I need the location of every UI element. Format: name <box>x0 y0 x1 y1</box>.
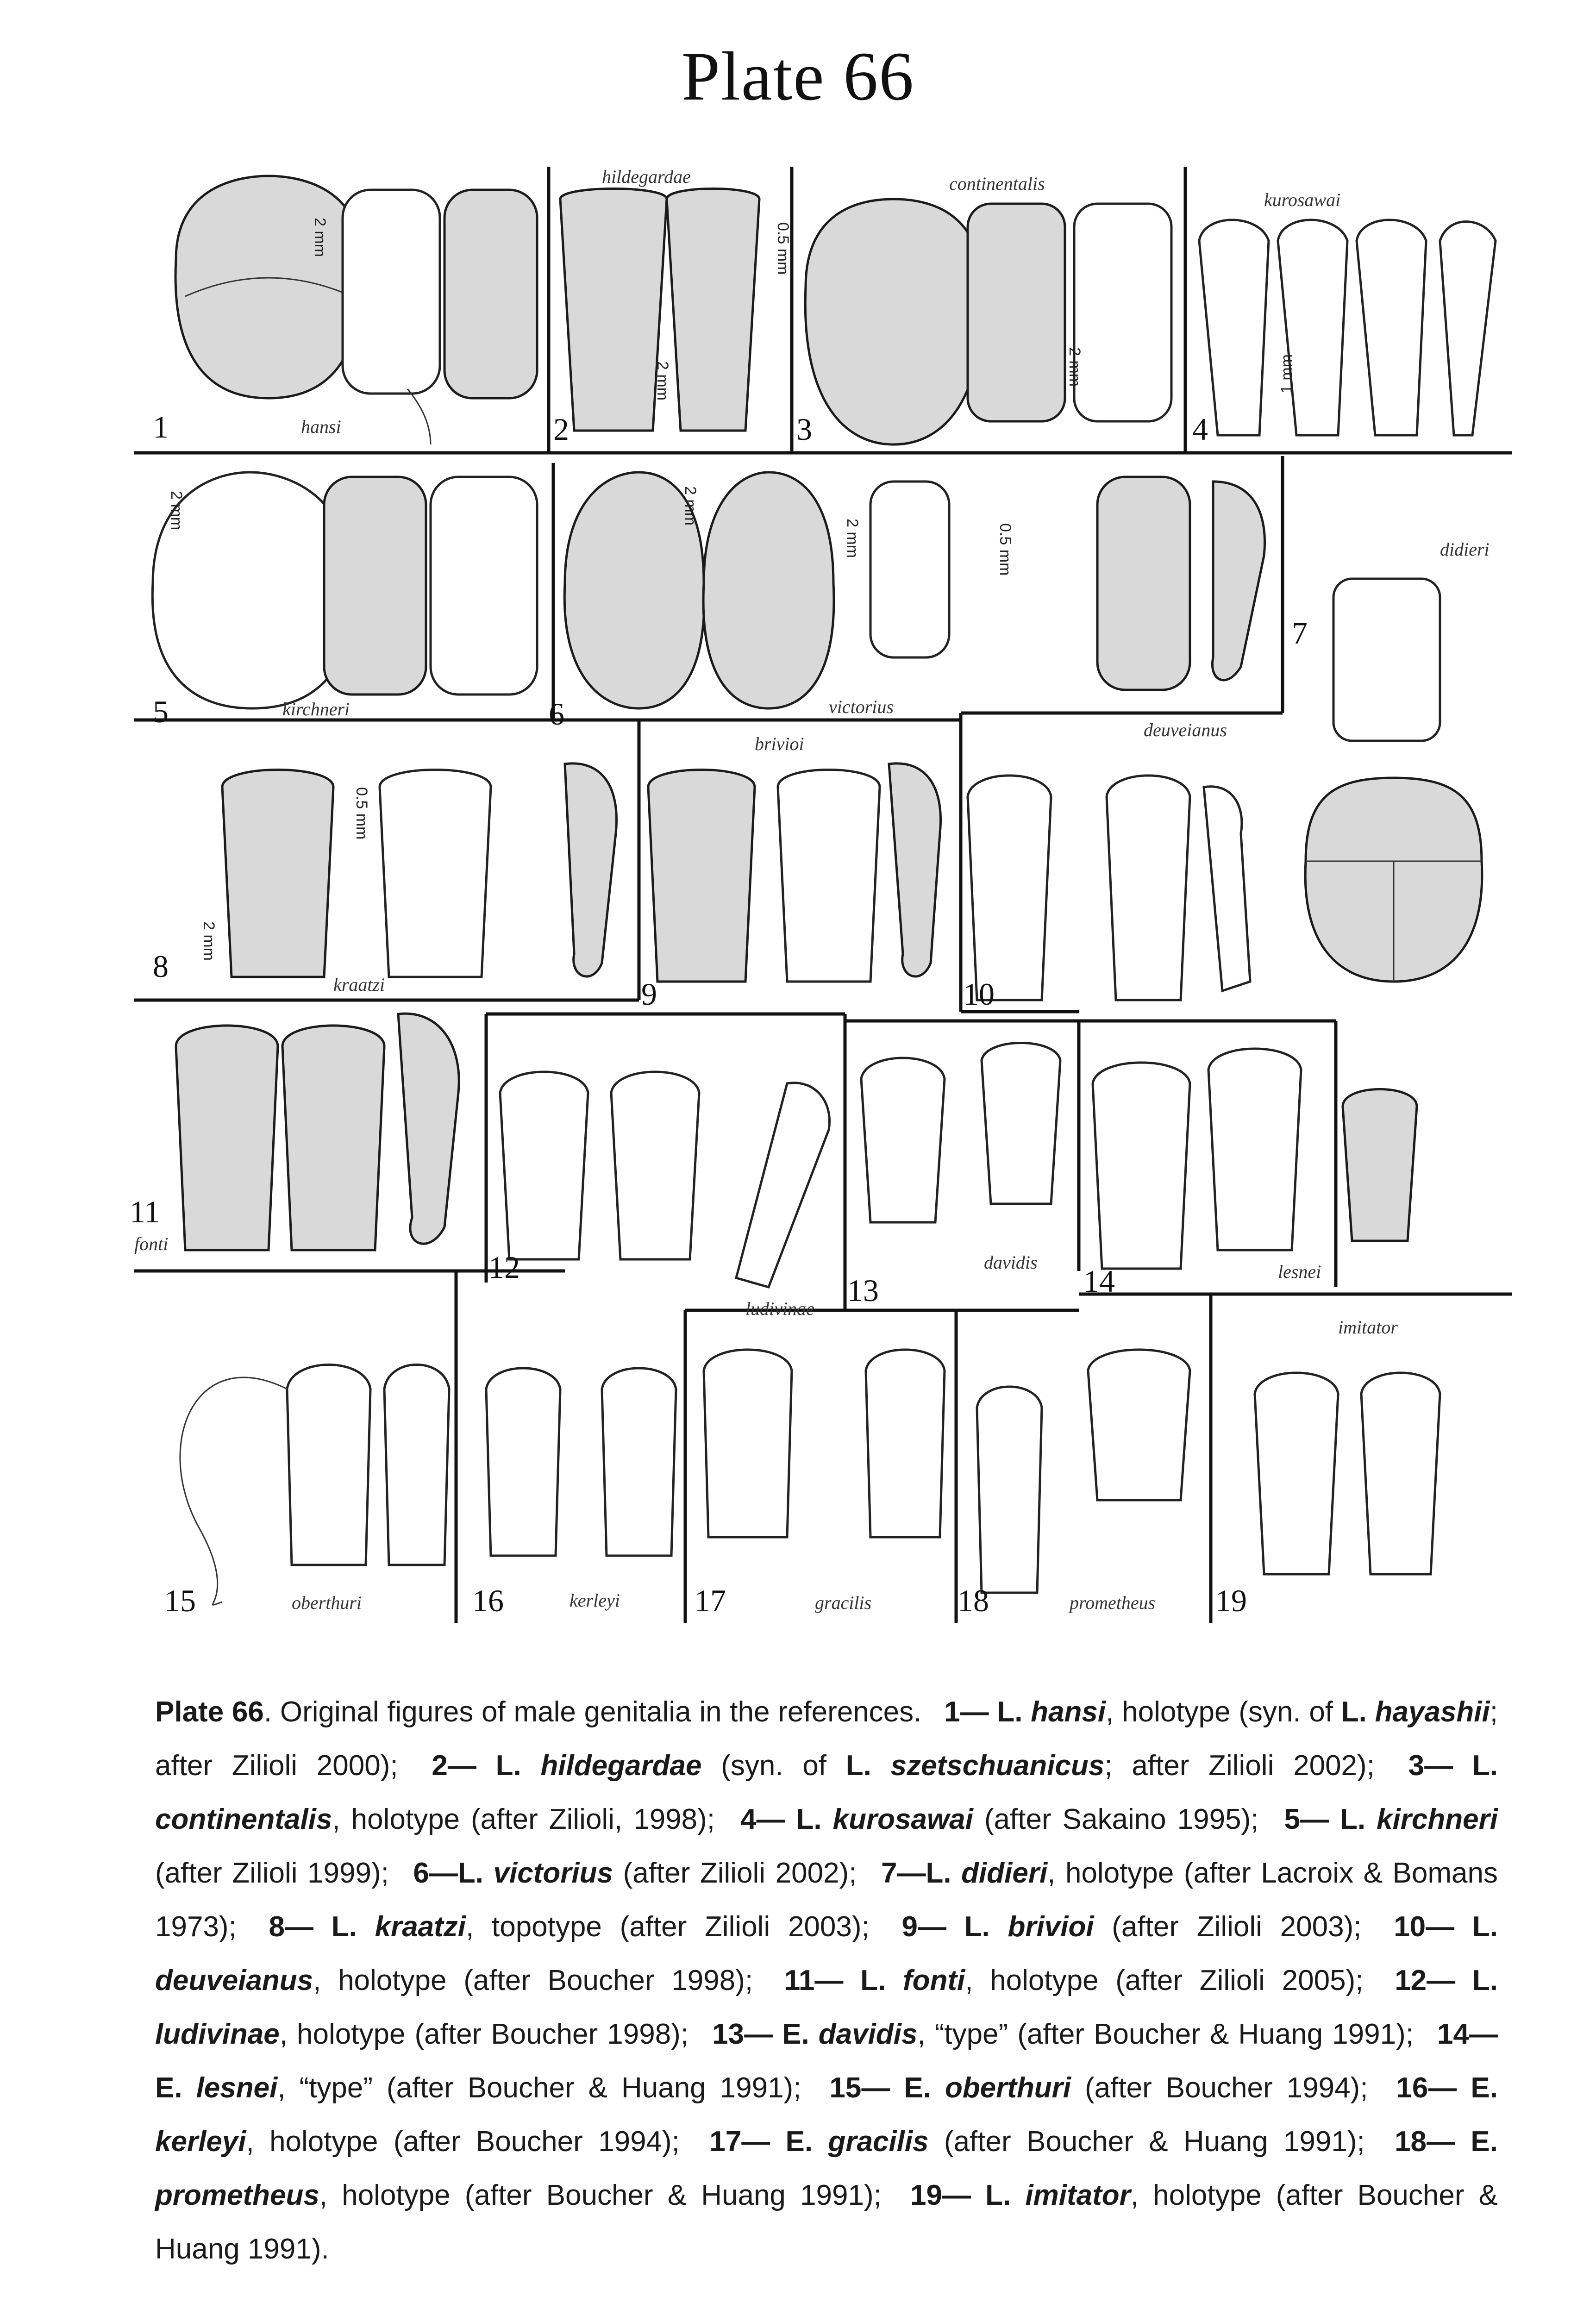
species-label: victorius <box>829 696 894 717</box>
caption-entry <box>698 2018 1423 2050</box>
figure-18 <box>958 1350 1190 1618</box>
species-label: ludivinae <box>745 1298 814 1319</box>
species-label: continentalis <box>949 173 1045 194</box>
species-label: kirchneri <box>282 699 350 720</box>
figure-10 <box>963 720 1250 1012</box>
figure-16 <box>472 1368 676 1618</box>
figure-number: 14 <box>1083 1264 1115 1299</box>
caption-species: didieri <box>961 1857 1048 1889</box>
caption-entry-text: (after Boucher & Huang 1991); <box>928 2126 1381 2158</box>
species-label: hansi <box>301 416 341 437</box>
caption-entry-number: 15— <box>815 2072 904 2104</box>
caption-species: hayashii <box>1375 1696 1490 1728</box>
caption-genus: L. <box>331 1911 375 1943</box>
caption-entry-number: 3— <box>1394 1750 1472 1782</box>
scale-label: 2 mm <box>844 519 861 558</box>
scale-label: 0.5 mm <box>774 222 792 275</box>
caption-entry-number: 13— <box>698 2018 782 2050</box>
caption-entry <box>399 1857 867 1889</box>
caption-genus: L. <box>964 1911 1008 1943</box>
species-label: hildegardae <box>602 166 691 187</box>
caption-entry <box>887 1911 1379 1943</box>
caption-entry-text: , holotype (after Boucher 1998); <box>279 2018 698 2050</box>
caption-entry-text: (after Zilioli 2003); <box>1094 1911 1380 1943</box>
scale-label: 1 mm <box>1278 354 1296 394</box>
species-label: gracilis <box>815 1592 872 1613</box>
caption-entry <box>815 2072 1382 2104</box>
caption-species: prometheus <box>155 2179 319 2211</box>
caption-entry-number: 14— <box>1423 2018 1498 2050</box>
caption-genus: L. <box>796 1803 833 1835</box>
caption-genus: E. <box>155 2072 196 2104</box>
figure-number: 7 <box>1292 615 1308 651</box>
species-label: davidis <box>984 1252 1038 1273</box>
figure-8 <box>153 763 617 995</box>
caption-genus: E. <box>782 2018 819 2050</box>
caption-species: ludivinae <box>155 2018 280 2050</box>
caption-entry-number: 17— <box>695 2126 786 2158</box>
caption-entry-text: (after Boucher 1994); <box>1071 2072 1382 2104</box>
caption-entry-text: , holotype (after Zilioli 2005); <box>965 1965 1381 1996</box>
scale-label: 2 mm <box>654 361 671 400</box>
figure-12 <box>488 1072 830 1319</box>
caption-species: deuveianus <box>155 1965 313 1996</box>
caption-entry-text: , “type” (after Boucher & Huang 1991); <box>917 2018 1423 2050</box>
figure-14 <box>1083 1049 1417 1299</box>
caption-entry-number: 6— <box>399 1857 458 1889</box>
caption-genus: L. <box>457 1857 494 1889</box>
caption-entry-number: 10— <box>1379 1911 1472 1943</box>
caption-genus: L. <box>1339 1803 1377 1835</box>
scale-label: 2 mm <box>200 921 218 961</box>
caption-entries <box>155 1696 1498 2265</box>
species-label: kerleyi <box>570 1590 620 1611</box>
caption-species: kurosawai <box>832 1803 973 1835</box>
figure-number: 19 <box>1215 1583 1247 1618</box>
caption-genus: E. <box>1471 2072 1498 2104</box>
figure-number: 11 <box>130 1194 160 1229</box>
species-label: oberthuri <box>292 1592 362 1613</box>
caption-species: continentalis <box>155 1803 332 1835</box>
figure-1 <box>153 176 537 444</box>
figure-number: 12 <box>488 1250 520 1285</box>
caption-genus: L. <box>985 2179 1026 2211</box>
caption-species: lesnei <box>196 2072 278 2104</box>
species-label: lesnei <box>1278 1261 1321 1282</box>
caption-lead: Plate 66 <box>155 1696 264 1728</box>
figure-11 <box>130 1014 459 1254</box>
species-label: brivioi <box>755 733 804 754</box>
caption-entry-number: 1— <box>930 1696 997 1728</box>
scale-label: 2 mm <box>682 486 699 526</box>
caption-species: fonti <box>902 1965 965 1996</box>
caption-species: oberthuri <box>945 2072 1071 2104</box>
figure-number: 4 <box>1192 412 1208 447</box>
caption-entry-text: (after Zilioli 1999); <box>155 1857 399 1889</box>
caption-entry <box>255 1911 888 1943</box>
caption-species: hansi <box>1031 1696 1106 1728</box>
caption-species: imitator <box>1025 2179 1131 2211</box>
caption-entry-text: , holotype (syn. of <box>1106 1696 1341 1728</box>
caption-genus: L. <box>495 1750 541 1782</box>
figure-9 <box>641 733 941 1012</box>
caption-genus: E. <box>904 2072 945 2104</box>
figure-number: 17 <box>695 1583 726 1618</box>
figure-number: 1 <box>153 409 169 444</box>
caption-entry-number: 7— <box>866 1857 926 1889</box>
figure-5 <box>152 472 537 729</box>
caption-entry-text: , “type” (after Boucher & Huang 1991); <box>277 2072 815 2104</box>
figure-7 <box>1292 539 1490 982</box>
caption-entry <box>770 1965 1380 1996</box>
figure-number: 8 <box>153 949 169 984</box>
caption-entry <box>846 1750 1394 1782</box>
caption-species: hildegardae <box>540 1750 702 1782</box>
species-label: kraatzi <box>333 974 385 995</box>
caption-genus: L. <box>1472 1965 1498 1996</box>
caption-species: kirchneri <box>1377 1803 1498 1835</box>
figure-4 <box>1192 189 1496 447</box>
caption-entry-number: 19— <box>896 2179 986 2211</box>
figure-17 <box>695 1350 945 1618</box>
figure-number: 15 <box>164 1583 196 1618</box>
caption-entry-text: , holotype (after Boucher 1998); <box>313 1965 770 1996</box>
caption-species: davidis <box>818 2018 918 2050</box>
figure-3 <box>796 173 1171 447</box>
caption-entry-number: 5— <box>1270 1803 1340 1835</box>
scale-label: 0.5 mm <box>996 523 1014 576</box>
caption-entry <box>695 2126 1380 2158</box>
figure-6 <box>549 472 1265 732</box>
caption-entry-number: 11— <box>770 1965 861 1996</box>
caption-entry-text: ; after Zilioli 2002); <box>1104 1750 1394 1782</box>
figure-number: 9 <box>641 976 657 1012</box>
caption-genus: E. <box>1471 2126 1498 2158</box>
caption-entry-number: 2— <box>417 1750 496 1782</box>
caption-entry-text: , holotype (after Zilioli, 1998); <box>332 1803 726 1835</box>
scale-label: 2 mm <box>1066 347 1083 387</box>
caption-entry-number: 18— <box>1380 2126 1471 2158</box>
caption-entry-text: , topotype (after Zilioli 2003); <box>466 1911 888 1943</box>
figure-19 <box>1215 1317 1440 1618</box>
caption-entry <box>930 1696 1341 1728</box>
caption-entry <box>726 1803 1270 1835</box>
caption-entry-text: , holotype (after Boucher 1994); <box>246 2126 695 2158</box>
species-label: deuveianus <box>1144 720 1227 740</box>
caption-genus: E. <box>785 2126 828 2158</box>
figure-number: 3 <box>796 412 812 447</box>
caption-genus: L. <box>860 1965 903 1996</box>
species-label: imitator <box>1338 1317 1398 1338</box>
caption-entry-number: 16— <box>1382 2072 1471 2104</box>
caption-entry-number: 9— <box>887 1911 964 1943</box>
figure-13 <box>847 1043 1060 1308</box>
figure-number: 2 <box>553 412 569 447</box>
caption-entry-number: 4— <box>726 1803 796 1835</box>
species-label: fonti <box>134 1233 169 1254</box>
caption-genus: L. <box>997 1696 1031 1728</box>
caption-entry-number: 12— <box>1380 1965 1472 1996</box>
caption-entry-text: (after Zilioli 2002); <box>613 1857 867 1889</box>
caption-entry-text: ; after Zilioli 2000); <box>155 1696 1498 1782</box>
figure-number: 16 <box>472 1583 504 1618</box>
figure-number: 13 <box>847 1273 879 1308</box>
caption-genus: L. <box>1472 1750 1498 1782</box>
scale-label: 2 mm <box>311 218 329 257</box>
caption-species: gracilis <box>828 2126 929 2158</box>
caption-species: kerleyi <box>155 2126 246 2158</box>
caption-entry-number: 8— <box>254 1911 332 1943</box>
caption-entry-text: , holotype (after Boucher & Huang 1991); <box>319 2179 896 2211</box>
figure-15 <box>164 1365 449 1619</box>
caption-species: szetschuanicus <box>890 1750 1105 1782</box>
figure-number: 5 <box>153 694 169 729</box>
species-label: kurosawai <box>1264 189 1341 210</box>
figure-number: 6 <box>549 696 564 732</box>
figure-2 <box>553 166 792 447</box>
caption-entry-text: (after Sakaino 1995); <box>973 1803 1270 1835</box>
page-title: Plate 66 <box>681 38 915 115</box>
scale-label: 0.5 mm <box>353 787 370 840</box>
scale-label: 2 mm <box>168 491 185 530</box>
caption-entry <box>417 1750 845 1782</box>
caption-species: brivioi <box>1008 1911 1094 1943</box>
caption-genus: L. <box>1472 1911 1498 1943</box>
figure-number: 18 <box>958 1583 989 1618</box>
species-label: prometheus <box>1070 1592 1156 1613</box>
plate-caption: Plate 66. Original figures of male genitalia in the references. 1— L. hansi, holotype (syn. of L. hayashii; after Zilioli 2000); 2— L. hildegardae (syn. of L. szetschuanicus; after Zilioli 2002); 3— L. continentalis, holotype (after Zilioli, 1998); 4— L. kurosawai (after Sakaino 1995); 5— L. kirchneri (after Zilioli 1999); 6—L. victorius (after Zilioli 2002); 7—L. didieri, holotype (after Lacroix & Bomans 1973); 8— L. kraatzi, topotype (after Zilioli 2003); 9— L. brivioi (after Zilioli 2003); 10— L. deuveianus, holotype (after Boucher 1998); 11— L. fonti, holotype (after Zilioli 2005); 12— L. ludivinae, holotype (after Boucher 1998); 13— E. davidis, “type” (after Boucher & Huang 1991); 14— E. lesnei, “type” (after Boucher & Huang 1991); 15— E. oberthuri (after Boucher 1994); 16— E. kerleyi, holotype (after Boucher 1994); 17— E. gracilis (after Boucher & Huang 1991); 18— E. prometheus, holotype (after Boucher & Huang 1991); 19— L. imitator, holotype (after Boucher & Huang 1991). <box>155 1696 1498 2265</box>
caption-entry-text: , holotype (after Lacroix & Bomans 1973); <box>155 1857 1498 1943</box>
caption-entry-text: (syn. of <box>701 1750 846 1782</box>
caption-species: kraatzi <box>375 1911 466 1943</box>
caption-genus: L. <box>1341 1696 1375 1728</box>
caption-genus: L. <box>845 1750 891 1782</box>
caption-entry-text: , holotype (after Boucher & Huang 1991). <box>155 2179 1498 2265</box>
figure-number: 10 <box>963 976 995 1012</box>
species-label: didieri <box>1440 539 1490 560</box>
caption-genus: L. <box>926 1857 962 1889</box>
caption-species: victorius <box>493 1857 613 1889</box>
